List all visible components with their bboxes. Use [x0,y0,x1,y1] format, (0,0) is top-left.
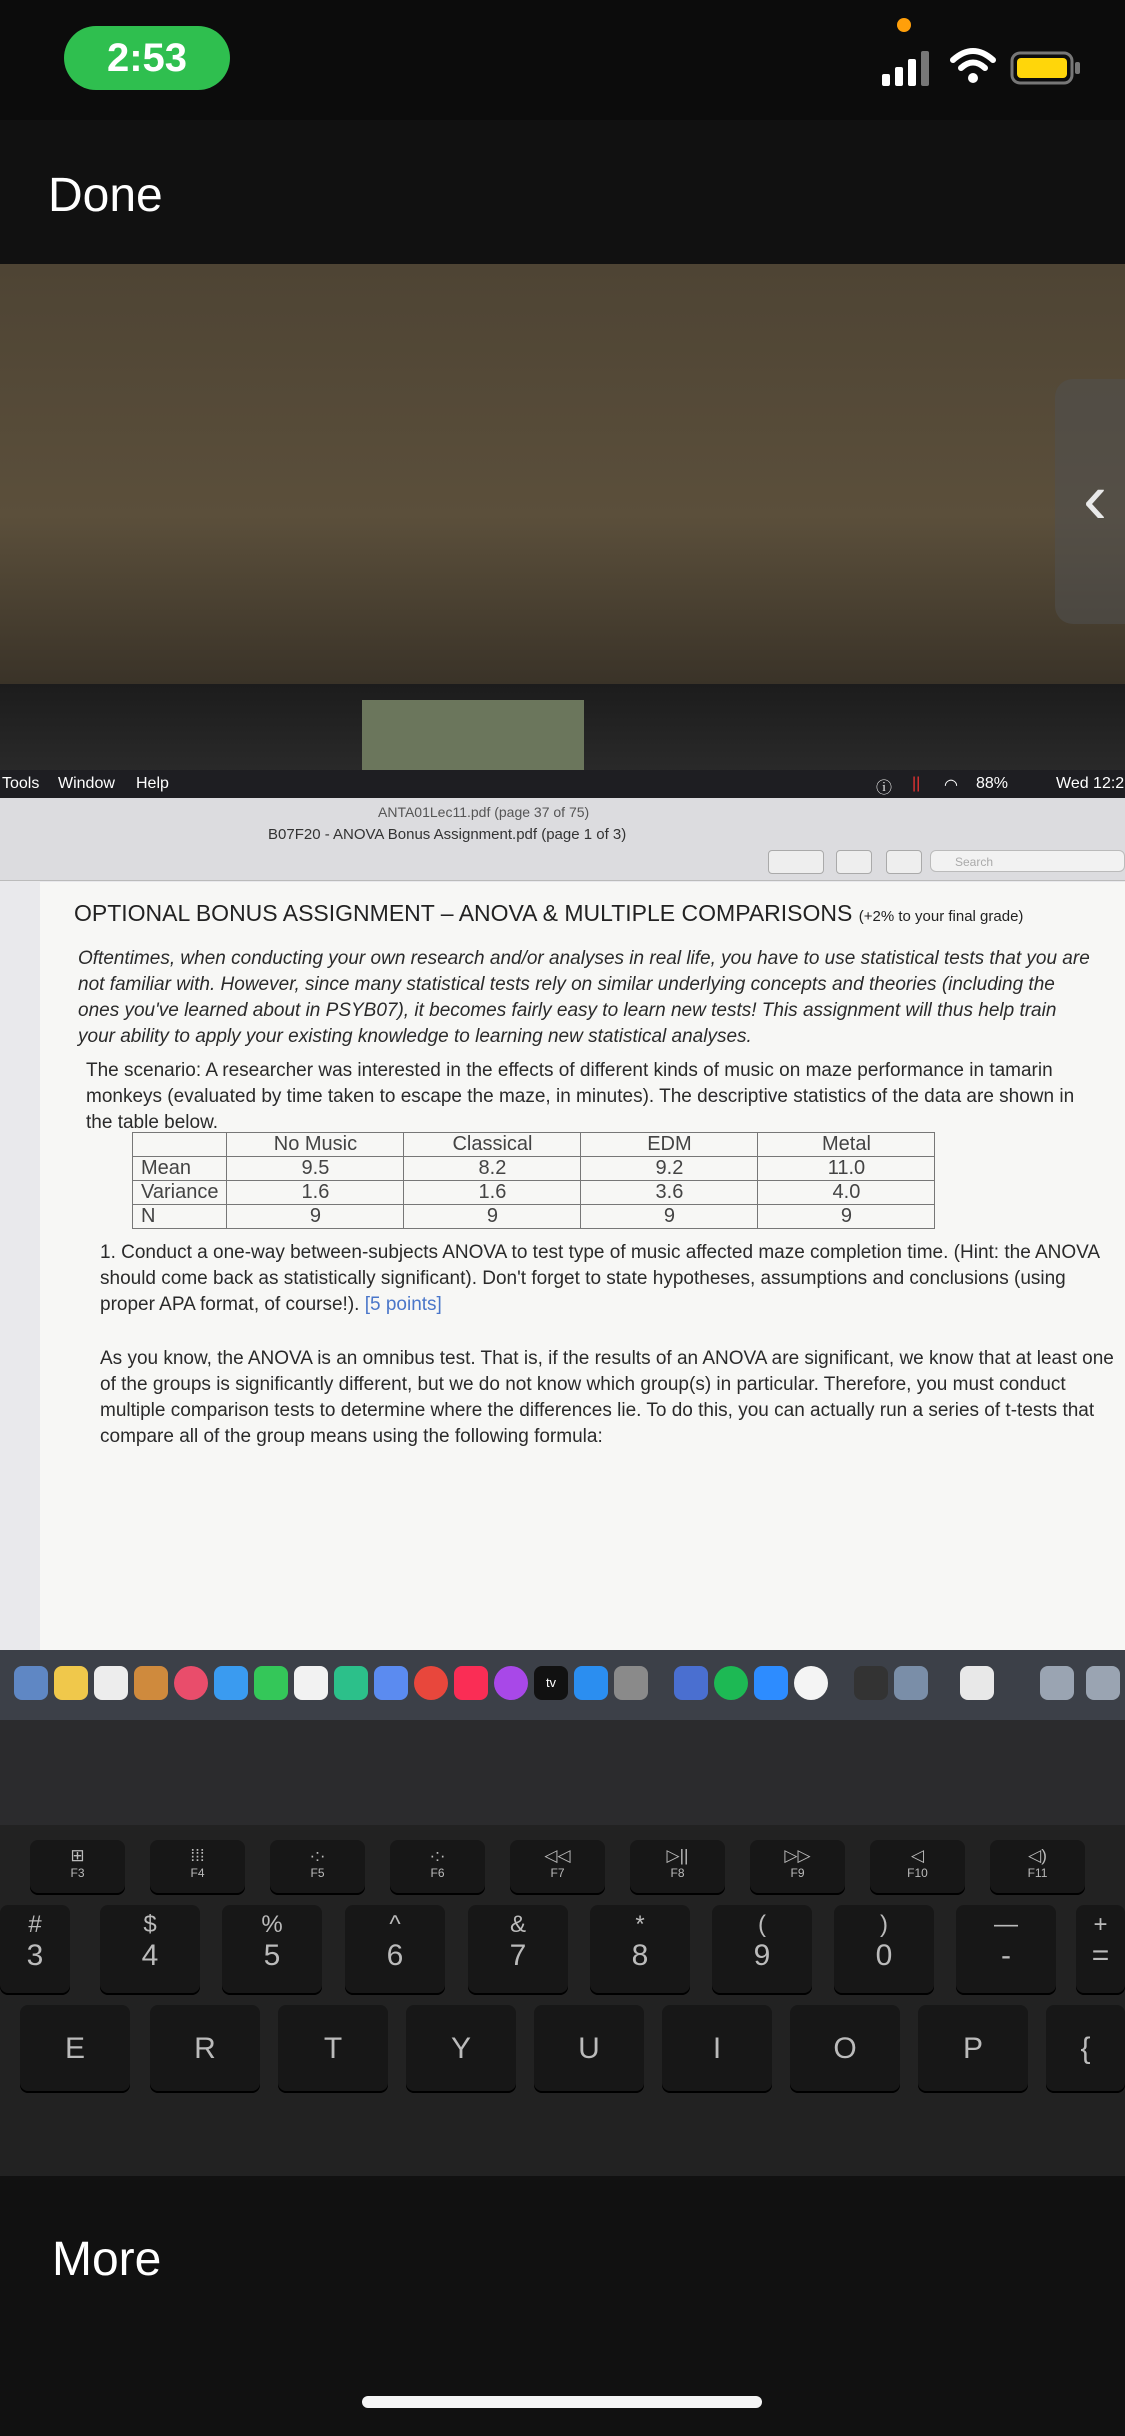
table-cell: Variance [133,1181,227,1205]
f3-key[interactable]: ⊞ F3 [30,1840,125,1895]
key-7[interactable]: & 7 [468,1905,568,1995]
keynote-icon[interactable] [374,1666,408,1700]
battery-icon [1010,50,1082,86]
preview-icon[interactable] [894,1666,928,1700]
done-button[interactable]: Done [48,169,163,222]
time-indicator[interactable]: 2:53 [64,26,230,90]
key-t[interactable]: T [278,2005,388,2093]
table-header-cell: Metal [758,1133,935,1157]
zoom-icon[interactable] [754,1666,788,1700]
key-6[interactable]: ^ 6 [345,1905,445,1995]
system-preferences-icon[interactable] [614,1666,648,1700]
laptop-keyboard [0,1720,1125,2176]
key-r[interactable]: R [150,2005,260,2093]
question-1-points: [5 points] [364,1294,442,1315]
intro-paragraph: Oftentimes, when conducting your own research and/or analyses in real life, you have to use statistical tests that you are not familiar with. However, since many statistical tests rely on similar underlying concepts and theories (including the ones you've learned about in PSYB07), it becomes fairly easy to learn new tests! This assignment will thus help train your ability to apply your existing knowledge to learning new statistical analyses. [78,948,1090,1047]
table-header-cell [133,1133,227,1157]
laptop-screen [0,770,1125,1650]
spotify-icon[interactable] [714,1666,748,1700]
f11-key[interactable]: ◁) F11 [990,1840,1085,1895]
table-header-row [133,1133,935,1157]
table-row [133,1157,935,1181]
top-navigation [0,120,1125,264]
dock-app-icon[interactable] [674,1666,708,1700]
dock-app-icon[interactable] [854,1666,888,1700]
home-indicator[interactable] [362,2396,762,2408]
table-cell: 1.6 [227,1181,404,1205]
mac-dock [0,1650,1125,1720]
key-p[interactable]: P [918,2005,1028,2093]
f8-key[interactable]: ▷|| F8 [630,1840,725,1895]
pdf-page [40,882,1125,1650]
chrome-icon[interactable] [794,1666,828,1700]
table-cell: 9.5 [227,1157,404,1181]
table-cell: 1.6 [404,1181,581,1205]
key-3[interactable]: # 3 [0,1905,70,1995]
f10-key[interactable]: ◁ F10 [870,1840,965,1895]
key-minus[interactable]: — - [956,1905,1056,1995]
table-cell: Mean [133,1157,227,1181]
f4-key[interactable]: ⁞⁞⁞ F4 [150,1840,245,1895]
key-left-brace[interactable]: { [1046,2005,1125,2093]
annotate-button[interactable] [886,850,922,874]
scenario-paragraph: The scenario: A researcher was interested in the effects of different kinds of music on maze performance in tamarin monkeys (evaluated by time taken to escape the maze, in minutes). The descriptive statistics of the data are shown in the table below. [86,1060,1075,1133]
table-row [133,1205,935,1229]
more-button[interactable]: More [52,2233,162,2286]
share-button[interactable] [836,850,872,874]
podcasts-icon[interactable] [494,1666,528,1700]
table-header-cell: Classical [404,1133,581,1157]
f6-key[interactable]: ·:· F6 [390,1840,485,1895]
chevron-left-icon[interactable]: ‹ [1055,379,1125,624]
menu-battery: 88% [976,775,1009,792]
key-y[interactable]: Y [406,2005,516,2093]
f7-key[interactable]: ◁◁ F7 [510,1840,605,1895]
photo-background-wall [0,264,1125,684]
table-cell: 9.2 [581,1157,758,1181]
music-icon[interactable] [454,1666,488,1700]
table-cell: 8.2 [404,1157,581,1181]
document-icon[interactable] [960,1666,994,1700]
table-cell: 9 [758,1205,935,1229]
privacy-indicator-dot [897,18,911,32]
key-e[interactable]: E [20,2005,130,2093]
mac-menu-bar [0,770,1125,798]
menu-help[interactable]: Help [136,775,169,792]
table-cell: 9 [581,1205,758,1229]
accessibility-icon: ⓘ [876,780,893,797]
table-header-cell: No Music [227,1133,404,1157]
menu-clock: Wed 12:2 [1056,775,1125,792]
f9-key[interactable]: ▷▷ F9 [750,1840,845,1895]
dock-app-icon[interactable] [14,1666,48,1700]
dock-app-icon[interactable] [94,1666,128,1700]
markup-pen-button[interactable] [768,850,824,874]
photo-viewer [0,264,1125,2176]
key-equals[interactable]: + = [1076,1905,1125,1995]
numbers-icon[interactable] [334,1666,368,1700]
omnibus-paragraph: As you know, the ANOVA is an omnibus test. That is, if the results of an ANOVA are significant, we know that at least one of the groups is significantly different, but we do not know which group(s) in particular. Therefore, you must conduct multiple comparison tests to determine where the differences lie. To do this, you can actually run a series of t-tests that compare all of the group means using the following formula: [100,1348,1114,1447]
table-cell: N [133,1205,227,1229]
wifi-icon [950,46,996,84]
app-store-icon[interactable] [574,1666,608,1700]
downloads-icon[interactable] [1040,1666,1074,1700]
key-9[interactable]: ( 9 [712,1905,812,1995]
key-8[interactable]: * 8 [590,1905,690,1995]
trash-icon[interactable] [1086,1666,1120,1700]
f5-key[interactable]: ·:· F5 [270,1840,365,1895]
key-4[interactable]: $ 4 [100,1905,200,1995]
table-header-cell: EDM [581,1133,758,1157]
dock-app-icon[interactable] [134,1666,168,1700]
recording-icon: || [912,775,921,792]
back-window-title[interactable]: ANTA01Lec11.pdf (page 37 of 75) [378,804,590,820]
preview-titlebar [0,798,1125,881]
table-cell: 9 [404,1205,581,1229]
news-icon[interactable] [414,1666,448,1700]
messages-icon[interactable] [214,1666,248,1700]
menu-tools[interactable]: Tools [2,775,40,792]
search-input[interactable]: Search [930,850,1125,872]
table-cell: 3.6 [581,1181,758,1205]
front-window-title[interactable]: B07F20 - ANOVA Bonus Assignment.pdf (page 1 of 3) [268,826,627,843]
table-cell: 11.0 [758,1157,935,1181]
menubar-wifi-icon: ◠ [944,777,958,794]
facetime-icon[interactable] [254,1666,288,1700]
table-cell: 9 [227,1205,404,1229]
calendar-icon[interactable] [294,1666,328,1700]
question-1: 1. Conduct a one-way between-subjects ANOVA to test type of music affected maze completion time. (Hint: the ANOVA should come back as statistically significant). Don't forget to state hypotheses, assumptions and conclusions (using proper APA format, of course!). [5 points] [100,1242,1100,1315]
photos-icon[interactable] [174,1666,208,1700]
apple-tv-icon[interactable]: tv [534,1666,568,1700]
key-o[interactable]: O [790,2005,900,2093]
menu-window[interactable]: Window [58,775,115,792]
dock-app-icon[interactable] [54,1666,88,1700]
key-i[interactable]: I [662,2005,772,2093]
key-0[interactable]: ) 0 [834,1905,934,1995]
cellular-signal-icon [880,50,932,86]
document-title: OPTIONAL BONUS ASSIGNMENT – ANOVA & MULTIPLE COMPARISONS (+2% to your final grade) [74,900,1024,926]
table-cell: 4.0 [758,1181,935,1205]
key-u[interactable]: U [534,2005,644,2093]
keyboard-hinge [0,1720,1125,1825]
table-row [133,1181,935,1205]
key-5[interactable]: % 5 [222,1905,322,1995]
descriptive-stats-table [132,1132,935,1229]
